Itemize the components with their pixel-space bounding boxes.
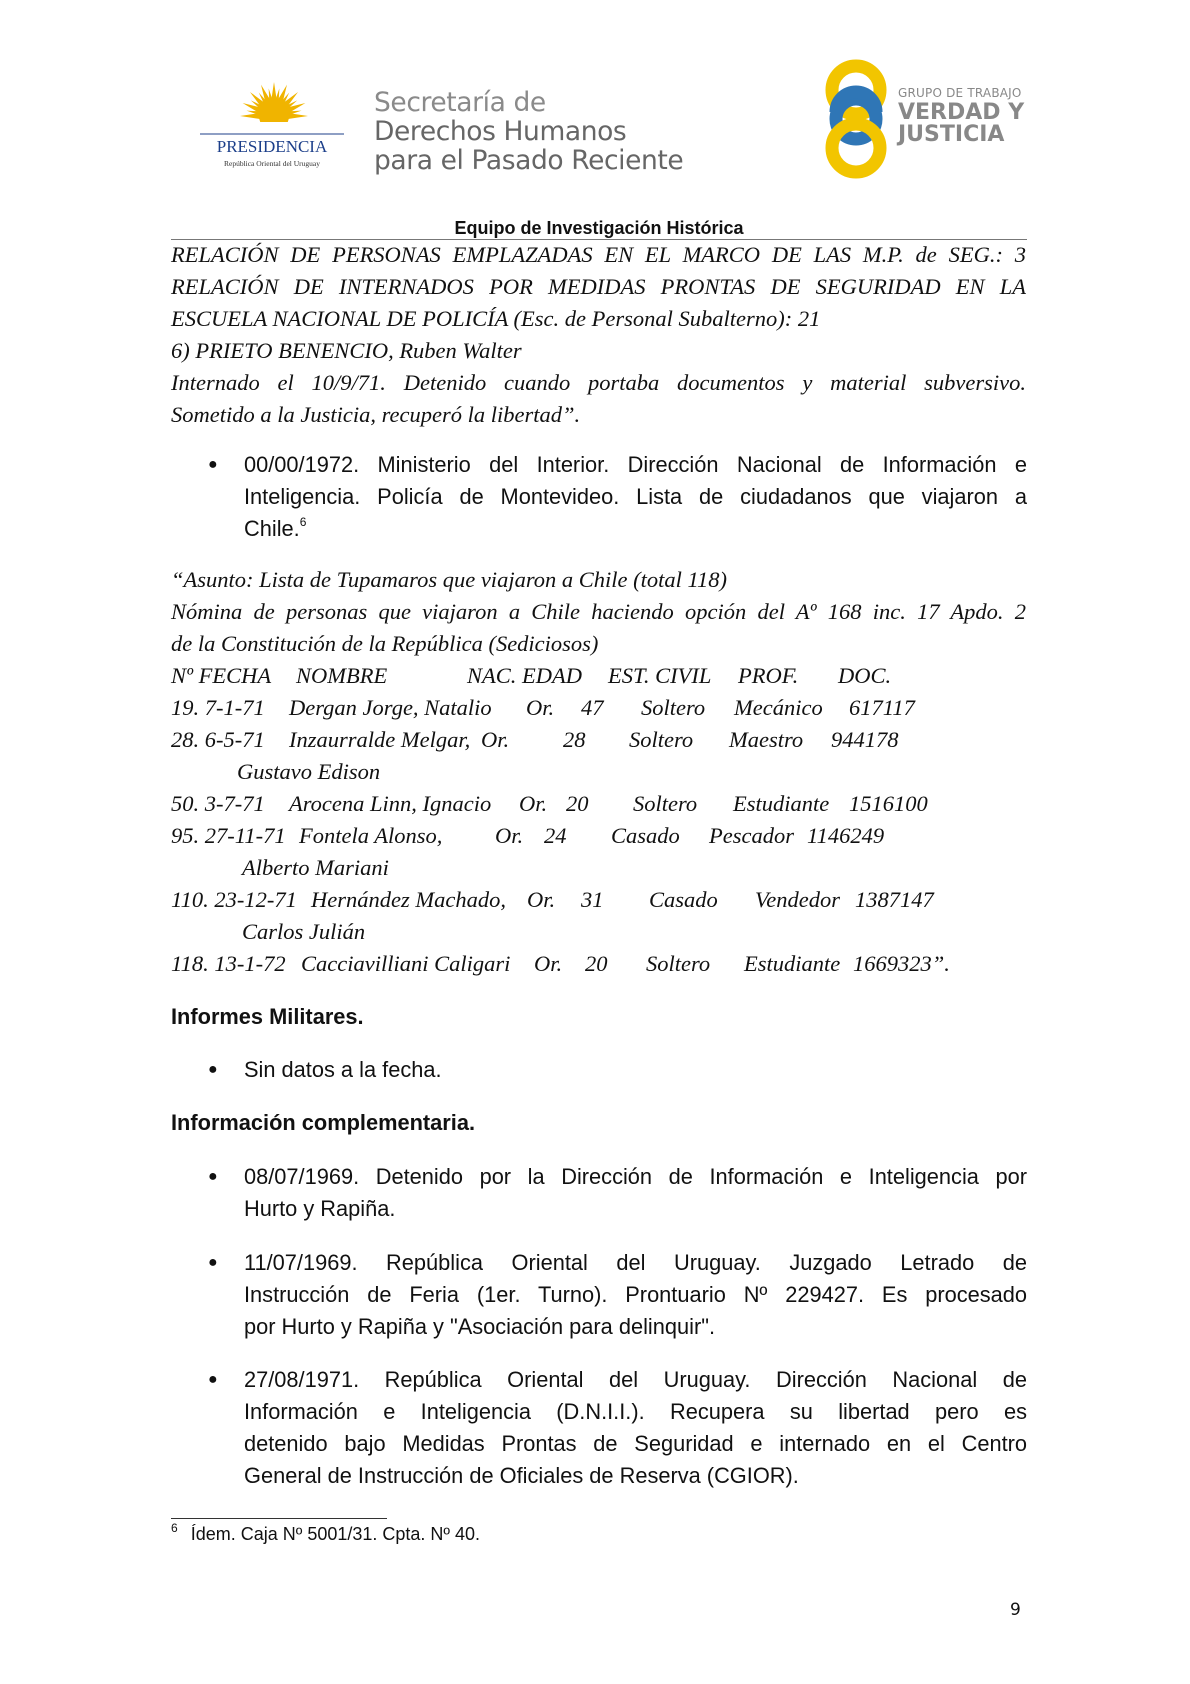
vyj-line-2: VERDAD Y — [898, 100, 1025, 125]
bullet-item — [171, 449, 1027, 545]
cell-doc: 1516100 — [849, 791, 928, 816]
bullet-item — [171, 1364, 1027, 1492]
bullet-line: detenido bajo Medidas Prontas de Seguridad e internado en el Centro — [244, 1431, 1027, 1456]
cell-civil: Casado — [649, 887, 718, 912]
cell-edad: 28 — [563, 727, 586, 752]
cell-edad: 20 — [585, 951, 608, 976]
cell-nombre: Arocena Linn, Ignacio — [289, 791, 492, 816]
bullet-line: Sin datos a la fecha. — [244, 1057, 442, 1082]
section-heading-militares: Informes Militares. — [171, 1004, 364, 1029]
cell-doc: 944178 — [831, 727, 899, 752]
col-header: PROF. — [738, 663, 799, 688]
cell-prof: Estudiante — [744, 951, 841, 976]
quote-line: Nómina de personas que viajaron a Chile haciendo opción del Aº 168 inc. 17 Apdo. 2 — [171, 599, 1026, 624]
footnote-ref[interactable]: 6 — [299, 515, 307, 529]
bullet-line: Inteligencia. Policía de Montevideo. Lista de ciudadanos que viajaron a — [244, 484, 1027, 509]
cell-prof: Vendedor — [755, 887, 840, 912]
bullet-line: 00/00/1972. Ministerio del Interior. Dirección Nacional de Información e — [244, 452, 1027, 477]
cell-nac: Or. — [519, 791, 548, 816]
bullet-line: Instrucción de Feria (1er. Turno). Prontuario Nº 229427. Es procesado — [244, 1282, 1027, 1307]
bullet-dot: ● — [208, 1168, 218, 1185]
cell-nac: Or. — [495, 823, 524, 848]
cell-edad: 31 — [581, 887, 604, 912]
bullet-line: Chile.$^6$ — [244, 515, 307, 541]
quote-line: de la Constitución de la República (Sediciosos) — [171, 631, 599, 656]
footnote-rule — [171, 1518, 387, 1519]
cell-doc: 1669323”. — [853, 951, 950, 976]
secretaria-logo-text — [374, 88, 683, 175]
cell-num-fecha: 50. 3-7-71 — [171, 791, 265, 816]
svg-text:PRESIDENCIA: PRESIDENCIA — [216, 137, 328, 156]
bullet-line: 27/08/1971. República Oriental del Uruguay. Dirección Nacional de — [244, 1367, 1027, 1392]
quote-line: Sometido a la Justicia, recuperó la libertad”. — [171, 402, 581, 427]
cell-prof: Mecánico — [734, 695, 823, 720]
bullet-dot: ● — [208, 456, 218, 473]
table-row-continuation: Carlos Julián — [242, 919, 366, 944]
cell-prof: Estudiante — [733, 791, 830, 816]
col-header: EST. CIVIL — [608, 663, 712, 688]
vyj-line-3: JUSTICIA — [898, 122, 1005, 147]
cell-prof: Pescador — [709, 823, 794, 848]
bullet-line: General de Instrucción de Oficiales de Reserva (CGIOR). — [244, 1463, 799, 1488]
chain-rings-icon — [822, 56, 898, 182]
header-title: Equipo de Investigación Histórica — [454, 218, 744, 238]
quote-line: 6) PRIETO BENENCIO, Ruben Walter — [171, 338, 522, 363]
cell-civil: Soltero — [633, 791, 698, 816]
cell-num-fecha: 118. 13-1-72 — [171, 951, 286, 976]
cell-num-fecha: 19. 7-1-71 — [171, 695, 265, 720]
sun-emblem-icon — [192, 78, 352, 178]
cell-civil: Casado — [611, 823, 680, 848]
cell-nac: Or. — [481, 727, 510, 752]
cell-civil: Soltero — [629, 727, 694, 752]
secretaria-line-3: para el Pasado Reciente — [374, 145, 684, 176]
quote-block-1 — [171, 239, 1026, 431]
cell-num-fecha: 28. 6-5-71 — [171, 727, 265, 752]
svg-text:República Oriental del Uruguay: República Oriental del Uruguay — [223, 159, 321, 168]
footnote-number: 6 — [171, 1521, 178, 1535]
cell-nombre: Fontela Alonso, — [299, 823, 443, 848]
section-heading-complementaria: Información complementaria. — [171, 1110, 476, 1135]
cell-doc: 1146249 — [807, 823, 885, 848]
cell-nac: Or. — [534, 951, 563, 976]
cell-nombre: Dergan Jorge, Natalio — [289, 695, 492, 720]
cell-edad: 47 — [581, 695, 604, 720]
col-header: Nº FECHA — [171, 663, 272, 688]
secretaria-line-2: Derechos Humanos — [374, 116, 627, 147]
cell-nombre: Cacciavilliani Caligari — [301, 951, 511, 976]
quote-block-2 — [171, 564, 1026, 660]
cell-num-fecha: 95. 27-11-71 — [171, 823, 286, 848]
page-number: 9 — [1010, 1600, 1021, 1620]
travelers-table — [171, 660, 1026, 990]
cell-prof: Maestro — [729, 727, 804, 752]
cell-nac: Or. — [527, 887, 556, 912]
vyj-line-1: GRUPO DE TRABAJO — [898, 86, 1022, 100]
bullet-line: por Hurto y Rapiña y "Asociación para delinquir". — [244, 1314, 716, 1339]
cell-nombre: Inzaurralde Melgar, — [289, 727, 471, 752]
quote-line: Internado el 10/9/71. Detenido cuando portaba documentos y material subversivo. — [171, 370, 1026, 395]
cell-edad: 24 — [544, 823, 567, 848]
col-header: DOC. — [838, 663, 892, 688]
cell-doc: 617117 — [849, 695, 915, 720]
quote-line: “Asunto: Lista de Tupamaros que viajaron a Chile (total 118) — [171, 567, 728, 592]
bullet-line: 08/07/1969. Detenido por la Dirección de Información e Inteligencia por — [244, 1164, 1027, 1189]
presidencia-logo — [192, 78, 352, 178]
bullet-item — [171, 1247, 1027, 1343]
bullet-line: Hurto y Rapiña. — [244, 1196, 396, 1221]
table-row-continuation: Alberto Mariani — [242, 855, 389, 880]
cell-nac: Or. — [526, 695, 555, 720]
bullet-line: Información e Inteligencia (D.N.I.I.). Recupera su libertad pero es — [244, 1399, 1027, 1424]
bullet-line: 11/07/1969. República Oriental del Uruguay. Juzgado Letrado de — [244, 1250, 1027, 1275]
cell-civil: Soltero — [641, 695, 706, 720]
cell-civil: Soltero — [646, 951, 711, 976]
cell-doc: 1387147 — [855, 887, 934, 912]
col-header: NOMBRE — [296, 663, 388, 688]
quote-line: RELACIÓN DE PERSONAS EMPLAZADAS EN EL MARCO DE LAS M.P. de SEG.: 3 — [171, 242, 1026, 267]
col-header: NAC. EDAD — [467, 663, 582, 688]
cell-num-fecha: 110. 23-12-71 — [171, 887, 297, 912]
secretaria-line-1: Secretaría de — [374, 87, 546, 118]
footnote — [171, 1521, 481, 1545]
bullet-dot: ● — [208, 1061, 218, 1078]
bullet-dot: ● — [208, 1371, 218, 1388]
quote-line: ESCUELA NACIONAL DE POLICÍA (Esc. de Personal Subalterno): 21 — [171, 306, 821, 331]
cell-edad: 20 — [566, 791, 589, 816]
bullet-item — [171, 1161, 1027, 1225]
cell-nombre: Hernández Machado, — [311, 887, 506, 912]
bullet-dot: ● — [208, 1254, 218, 1271]
verdad-justicia-logo — [822, 56, 1025, 182]
footnote-text: Ídem. Caja Nº 5001/31. Cpta. Nº 40. — [190, 1524, 481, 1544]
quote-line: RELACIÓN DE INTERNADOS POR MEDIDAS PRONTAS DE SEGURIDAD EN LA — [171, 274, 1026, 299]
table-row-continuation: Gustavo Edison — [237, 759, 381, 784]
bullet-item — [171, 1054, 1027, 1086]
